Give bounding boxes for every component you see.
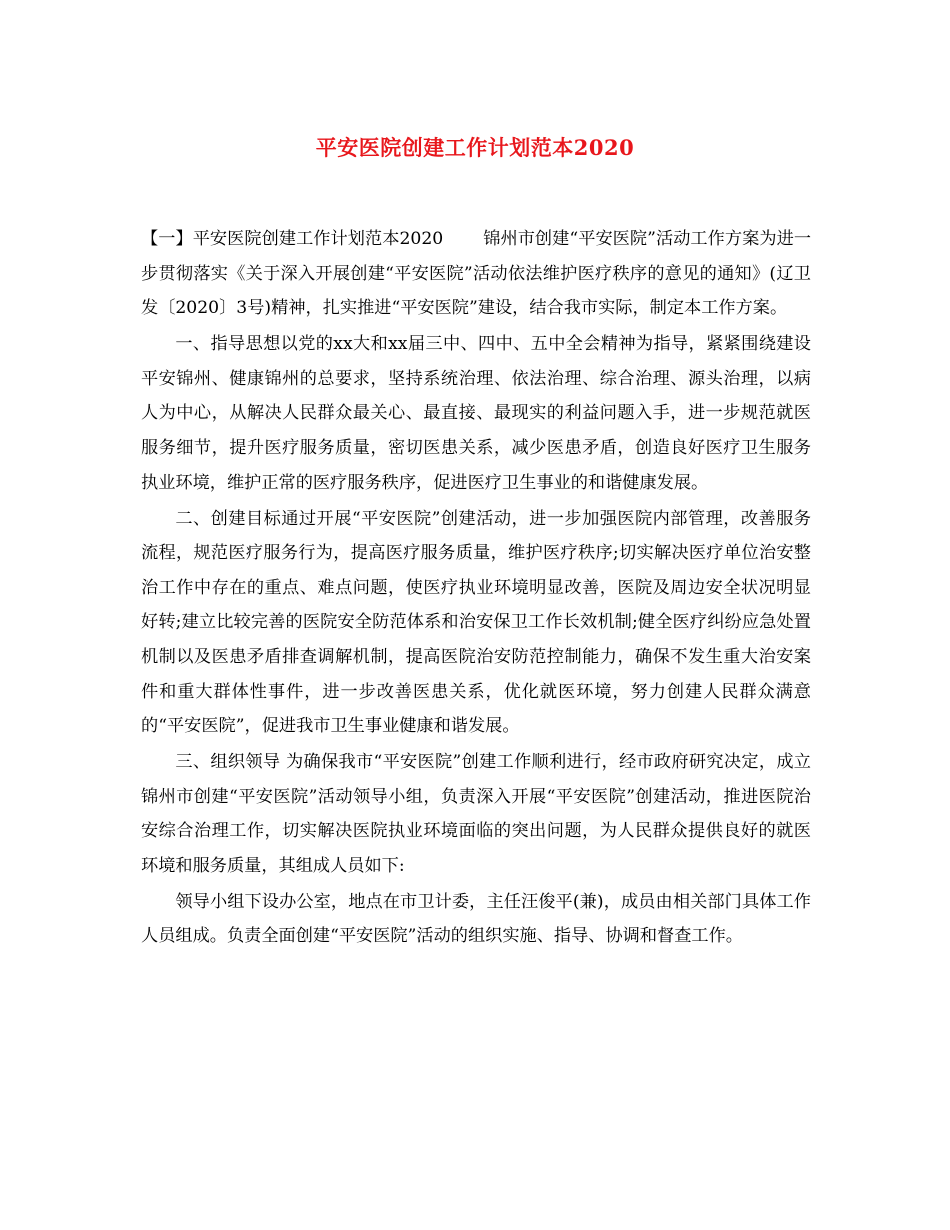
intro-paragraph [141, 222, 811, 326]
paragraph-office: 领导小组下设办公室，地点在市卫计委，主任汪俊平(兼)，成员由相关部门具体工作人员组成。负责全面创建“平安医院”活动的组织实施、指导、协调和督查工作。 [141, 891, 811, 947]
document-title: 平安医院创建工作计划范本2020 [315, 135, 635, 160]
paragraph-guiding-ideology: 一、指导思想以党的xx大和xx届三中、四中、五中全会精神为指导，紧紧围绕建设平安锦州、健康锦州的总要求，坚持系统治理、依法治理、综合治理、源头治理，以病人为中心，从解决人民群众最关心、最直接、最现实的利益问题入手，进一步规范就医服务细节，提升医疗服务质量，密切医患关系，减少医患矛盾，创造良好医疗卫生服务执业环境，维护正常的医疗服务秩序，促进医疗卫生事业的和谐健康发展。 [141, 334, 811, 493]
paragraph-leadership: 三、组织领导 为确保我市“平安医院”创建工作顺利进行，经市政府研究决定，成立锦州市创建“平安医院”活动领导小组，负责深入开展“平安医院”创建活动，推进医院治安综合治理工作，切实解决医院执业环境面临的突出问题，为人民群众提供良好的就医环境和服务质量，其组成人员如下: [141, 752, 811, 876]
intro-prefix: 【一】平安医院创建工作计划范本2020 [141, 229, 444, 249]
intro-text: 锦州市创建“平安医院”活动工作方案为进一步贯彻落实《关于深入开展创建“平安医院”活动依法维护医疗秩序的意见的通知》(辽卫发〔2020〕3号)精神，扎实推进“平安医院”建设，结合我市实际，制定本工作方案。 [141, 229, 812, 319]
paragraph-goals: 二、创建目标通过开展“平安医院”创建活动，进一步加强医院内部管理，改善服务流程，规范医疗服务行为，提高医疗服务质量，维护医疗秩序;切实解决医疗单位治安整治工作中存在的重点、难点问题，使医疗执业环境明显改善，医院及周边安全状况明显好转;建立比较完善的医院安全防范体系和治安保卫工作长效机制;健全医疗纠纷应急处置机制以及医患矛盾排查调解机制，提高医院治安防范控制能力，确保不发生重大治安案件和重大群体性事件，进一步改善医患关系，优化就医环境，努力创建人民群众满意的“平安医院”，促进我市卫生事业健康和谐发展。 [141, 508, 811, 737]
document-body [141, 222, 811, 955]
